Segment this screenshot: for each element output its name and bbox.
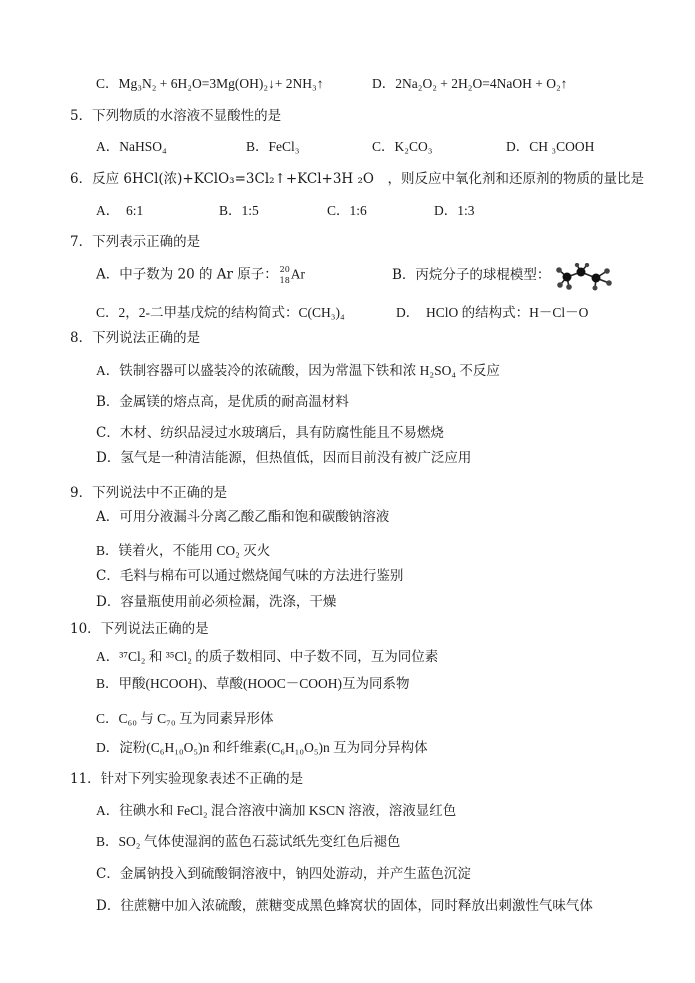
- q6-option-a: A． 6:1: [96, 203, 144, 218]
- q6-option-d: D．1:3: [434, 203, 475, 218]
- q8-stem: 8．下列说法正确的是: [70, 330, 201, 346]
- q4-option-d: [372, 75, 567, 93]
- q6-option-b: B．1:5: [219, 203, 259, 218]
- q5-stem: 5．下列物质的水溶液不显酸性的是: [70, 108, 282, 124]
- q5-option-d: D．CH ₃COOH: [506, 139, 595, 154]
- q11-option-d: D．往蔗糖中加入浓硫酸，蔗糖变成黑色蜂窝状的固体，同时释放出刺激性气味气体: [96, 898, 593, 914]
- q5-option-a: A．NaHSO₄: [96, 139, 167, 154]
- q10-option-a: A．³⁷Cl₂ 和 ³⁵Cl₂ 的质子数相同、中子数不同，互为同位素: [96, 649, 439, 664]
- q8-option-c: C．木材、纺织品浸过水玻璃后，具有防腐性能且不易燃烧: [96, 425, 444, 441]
- q10-option-b: B．甲酸(HCOOH)、草酸(HOOC－COOH)互为同系物: [96, 676, 410, 691]
- q6-option-c: C．1:6: [327, 203, 367, 218]
- q10-option-d: D．淀粉(C₆H₁₀O₅)n 和纤维素(C₆H₁₀O₅)n 互为同分异构体: [96, 740, 428, 755]
- q11-stem: 11．针对下列实验现象表述不正确的是: [70, 771, 304, 787]
- q7-option-a: [96, 264, 305, 286]
- ar-isotope-notation: [278, 264, 290, 286]
- q10-option-c: C．C₆₀ 与 C₇₀ 互为同素异形体: [96, 711, 274, 726]
- q9-stem: 9．下列说法中不正确的是: [70, 485, 228, 501]
- atomic-number: 18: [279, 276, 290, 285]
- q4-option-d-label: D．: [372, 76, 396, 91]
- q11-option-a: A．往碘水和 FeCl₂ 混合溶液中滴加 KSCN 溶液，溶液显红色: [96, 803, 457, 818]
- q8-option-b: B．金属镁的熔点高，是优质的耐高温材料: [96, 394, 349, 410]
- q5-option-b: B．FeCl₃: [246, 139, 300, 154]
- q7-option-d: D． HClO 的结构式：H－Cl－O: [396, 305, 589, 320]
- q9-option-d: D．容量瓶使用前必须检漏，洗涤，干燥: [96, 594, 337, 610]
- q10-stem: 10．下列说法正确的是: [70, 621, 209, 637]
- q8-option-a: A．铁制容器可以盛装冷的浓硫酸，因为常温下铁和浓 H₂SO₄ 不反应: [96, 363, 500, 378]
- q7-option-a-text: A．中子数为 20 的 Ar 原子：: [96, 266, 278, 283]
- q11-option-b: B．SO₂ 气体使湿润的蓝色石蕊试纸先变红色后褪色: [96, 834, 401, 849]
- q8-option-d: D．氢气是一种清洁能源，但热值低，因而目前没有被广泛应用: [96, 450, 472, 466]
- q9-option-c: C．毛料与棉布可以通过燃烧闻气味的方法进行鉴别: [96, 568, 404, 584]
- q6-stem: 6．反应 6HCl(浓)+KClO₃=3Cl₂↑+KCl+3H ₂O ，则反应中氧化剂和还原剂的物质的量比是: [70, 171, 644, 187]
- q4-option-c: [96, 75, 324, 93]
- mass-number: 20: [279, 265, 290, 274]
- propane-ball-stick-model-icon: [555, 263, 613, 291]
- q7-stem: 7．下列表示正确的是: [70, 234, 201, 250]
- q7-option-c: C．2，2-二甲基戊烷的结构简式：C(CH₃)₄: [96, 305, 345, 320]
- q9-option-a: A．可用分液漏斗分离乙酸乙酯和饱和碳酸钠溶液: [96, 509, 390, 525]
- q9-option-b: B．镁着火，不能用 CO₂ 灭火: [96, 543, 271, 558]
- q4-option-d-text: 2Na₂O₂ + 2H₂O=4NaOH + O₂↑: [395, 76, 568, 91]
- q7-option-b: B．丙烷分子的球棍模型：: [392, 267, 551, 283]
- element-symbol: Ar: [290, 266, 306, 282]
- q5-option-c: C．K₂CO₃: [372, 139, 433, 154]
- q4-option-c-label: C．: [96, 76, 119, 91]
- q4-option-c-text: Mg₃N₂ + 6H₂O=3Mg(OH)₂↓+ 2NH₃↑: [118, 76, 324, 91]
- q11-option-c: C．金属钠投入到硫酸铜溶液中，钠四处游动，并产生蓝色沉淀: [96, 866, 471, 882]
